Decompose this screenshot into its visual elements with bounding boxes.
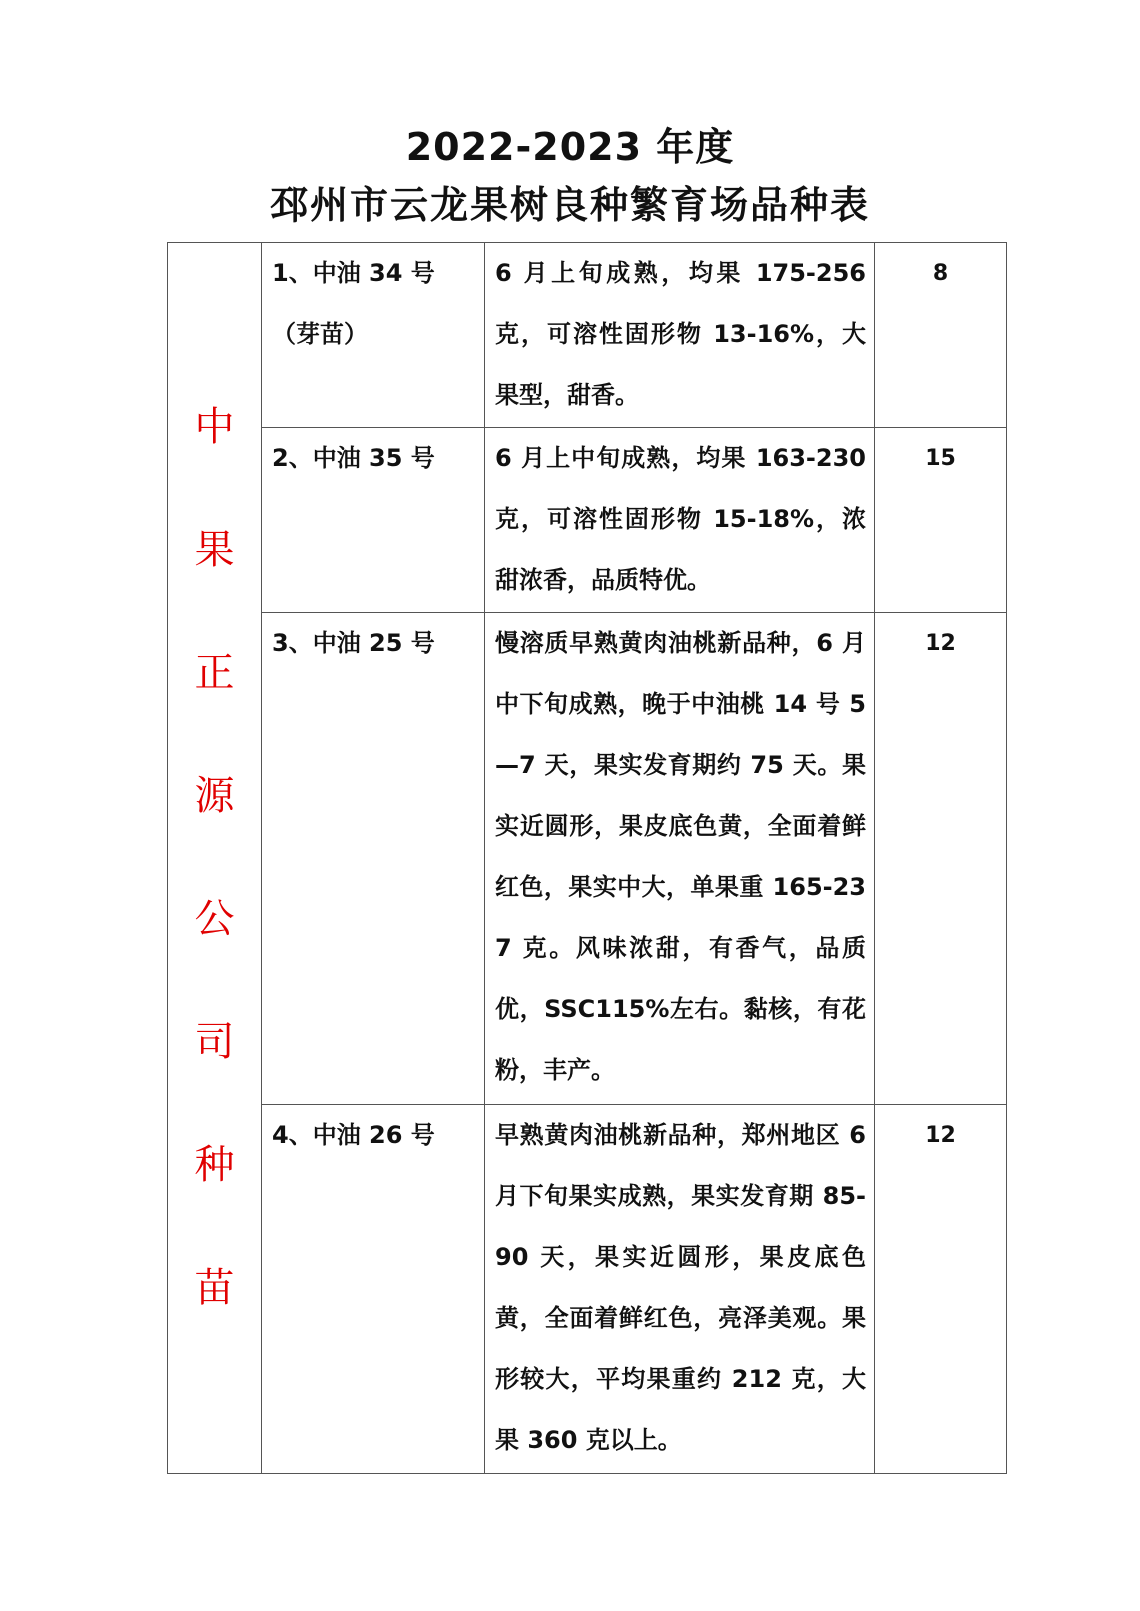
variety-quantity-cell bbox=[875, 243, 1007, 428]
variety-name-cell bbox=[262, 428, 485, 613]
variety-description-cell bbox=[485, 243, 875, 428]
variety-table bbox=[167, 242, 1007, 1474]
table-row bbox=[168, 243, 1007, 428]
variety-quantity-cell bbox=[875, 1105, 1007, 1474]
variety-quantity: 8 bbox=[932, 261, 949, 286]
variety-name: 4、中油 26 号 bbox=[272, 1121, 435, 1149]
title-main: 邳州市云龙果树良种繁育场品种表 bbox=[269, 183, 870, 227]
variety-name: 3、中油 25 号 bbox=[272, 629, 435, 657]
company-name: 中果正源公司种苗 bbox=[194, 404, 235, 1311]
variety-description: 慢溶质早熟黄肉油桃新品种，6 月中下旬成熟，晚于中油桃 14 号 5—7 天，果实发育期约 75 天。果实近圆形，果皮底色黄，全面着鲜红色，果实中大，单果重 165-237 克。风味浓甜，有香气，品质优，SSC115%左右。黏核，有花粉，丰产。 bbox=[495, 629, 866, 1084]
variety-quantity: 15 bbox=[925, 446, 956, 471]
title-year: 2022-2023 年度 bbox=[405, 125, 735, 169]
variety-description: 早熟黄肉油桃新品种，郑州地区 6 月下旬果实成熟，果实发育期 85-90 天，果实近圆形，果皮底色黄，全面着鲜红色，亮泽美观。果形较大，平均果重约 212 克，大果 360 克以上。 bbox=[495, 1121, 866, 1454]
variety-name-cell bbox=[262, 243, 485, 428]
variety-description-cell bbox=[485, 428, 875, 613]
variety-quantity: 12 bbox=[925, 631, 956, 656]
variety-name: 1、中油 34 号（芽苗） bbox=[272, 259, 435, 348]
variety-name: 2、中油 35 号 bbox=[272, 444, 435, 472]
variety-description: 6 月上旬成熟，均果 175-256 克，可溶性固形物 13-16%，大果型，甜香。 bbox=[495, 259, 866, 409]
variety-name-cell bbox=[262, 613, 485, 1105]
variety-quantity: 12 bbox=[925, 1123, 956, 1148]
variety-quantity-cell bbox=[875, 428, 1007, 613]
variety-description: 6 月上中旬成熟，均果 163-230 克，可溶性固形物 15-18%，浓甜浓香，品质特优。 bbox=[495, 444, 866, 594]
page-title bbox=[0, 118, 1140, 234]
variety-quantity-cell bbox=[875, 613, 1007, 1105]
variety-description-cell bbox=[485, 1105, 875, 1474]
variety-name-cell bbox=[262, 1105, 485, 1474]
variety-description-cell bbox=[485, 613, 875, 1105]
table-row bbox=[168, 613, 1007, 1105]
table-row bbox=[168, 1105, 1007, 1474]
company-cell bbox=[168, 243, 262, 1474]
table-row bbox=[168, 428, 1007, 613]
